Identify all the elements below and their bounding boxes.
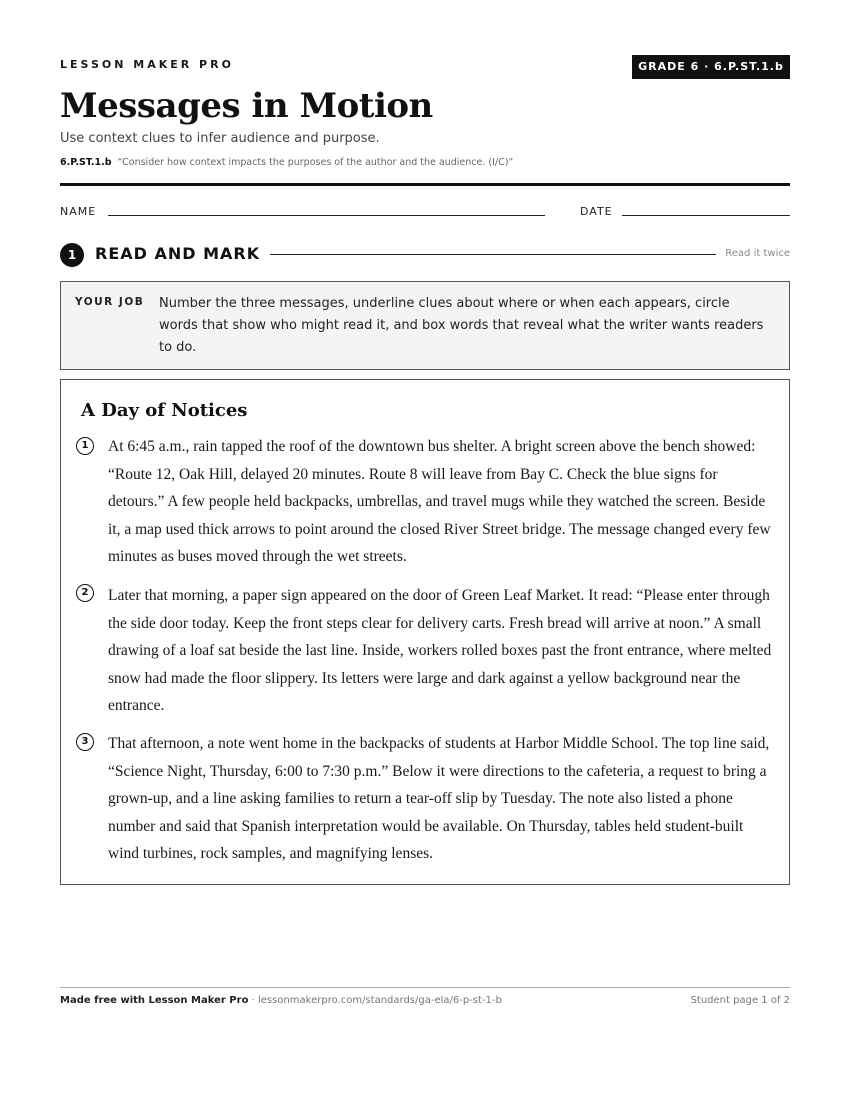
reading-title: A Day of Notices <box>81 400 248 421</box>
footer-url: · lessonmakerpro.com/standards/ga-ela/6-p-st-1-b <box>248 995 502 1006</box>
footer-made-with: Made free with Lesson Maker Pro <box>60 995 249 1006</box>
passage-3: That afternoon, a note went home in the backpacks of students at Harbor Middle School. The top line said, “Science Night, Thursday, 6:00 to 7:30 p.m.” Below it were directions to the cafeteria, a request to bring a grown-up, and a line asking families to return a tear-off slip by Tuesday. The note also listed a phone number and said that Spanish interpretation would be available. On Thursday, tables held student-built wind turbines, rock samples, and magnifying lenses. <box>108 735 770 862</box>
section-number-badge: 1 <box>60 243 84 267</box>
instructions-text: Number the three messages, underline clues about where or when each appears, circle words that show who might read it, and box words that reveal what the writer wants readers to do. <box>159 296 764 355</box>
name-label: NAME <box>60 205 97 218</box>
passage-2: Later that morning, a paper sign appeared on the door of Green Leaf Market. It read: “Please enter through the side door today. Keep the front steps clear for delivery carts. Fresh bread will arrive at noon.” A small drawing of a loaf sat beside the last line. Inside, workers rolled boxes past the front entrance, where melted snow had made the floor slippery. Its letters were large and dark against a yellow background near the entrance. <box>108 587 772 714</box>
page-subtitle: Use context clues to infer audience and purpose. <box>60 131 380 146</box>
footer-credit <box>60 995 502 1006</box>
passage-number-3: 3 <box>76 733 94 751</box>
section-title: READ AND MARK <box>95 244 261 263</box>
reading-passage-box <box>60 379 790 885</box>
instructions-box <box>60 281 790 370</box>
section-divider <box>270 254 716 255</box>
grade-badge: GRADE 6 · 6.P.ST.1.b <box>632 55 790 79</box>
standard-text: “Consider how context impacts the purposes of the author and the audience. (I/C)” <box>117 157 514 168</box>
section-note: Read it twice <box>725 248 790 259</box>
name-field-line[interactable] <box>108 215 545 216</box>
footer-divider <box>60 987 790 988</box>
passage-number-2: 2 <box>76 584 94 602</box>
standard-line <box>60 157 513 168</box>
date-field-line[interactable] <box>622 215 790 216</box>
footer-page-number: Student page 1 of 2 <box>690 995 790 1006</box>
standard-code: 6.P.ST.1.b <box>60 157 112 168</box>
passage-number-1: 1 <box>76 437 94 455</box>
brand-name: LESSON MAKER PRO <box>60 58 234 71</box>
header-divider <box>60 183 790 186</box>
date-label: DATE <box>580 205 613 218</box>
passage-1: At 6:45 a.m., rain tapped the roof of the downtown bus shelter. A bright screen above the bench showed: “Route 12, Oak Hill, delayed 20 minutes. Route 8 will leave from Bay C. Check the blue signs for detours.” A few people held backpacks, umbrellas, and travel mugs while they watched the screen. Beside it, a map used thick arrows to point around the closed River Street bridge. The message changed every few minutes as buses moved through the wet streets. <box>108 438 771 565</box>
page-title: Messages in Motion <box>60 86 433 126</box>
instructions-label: YOUR JOB <box>75 296 145 308</box>
